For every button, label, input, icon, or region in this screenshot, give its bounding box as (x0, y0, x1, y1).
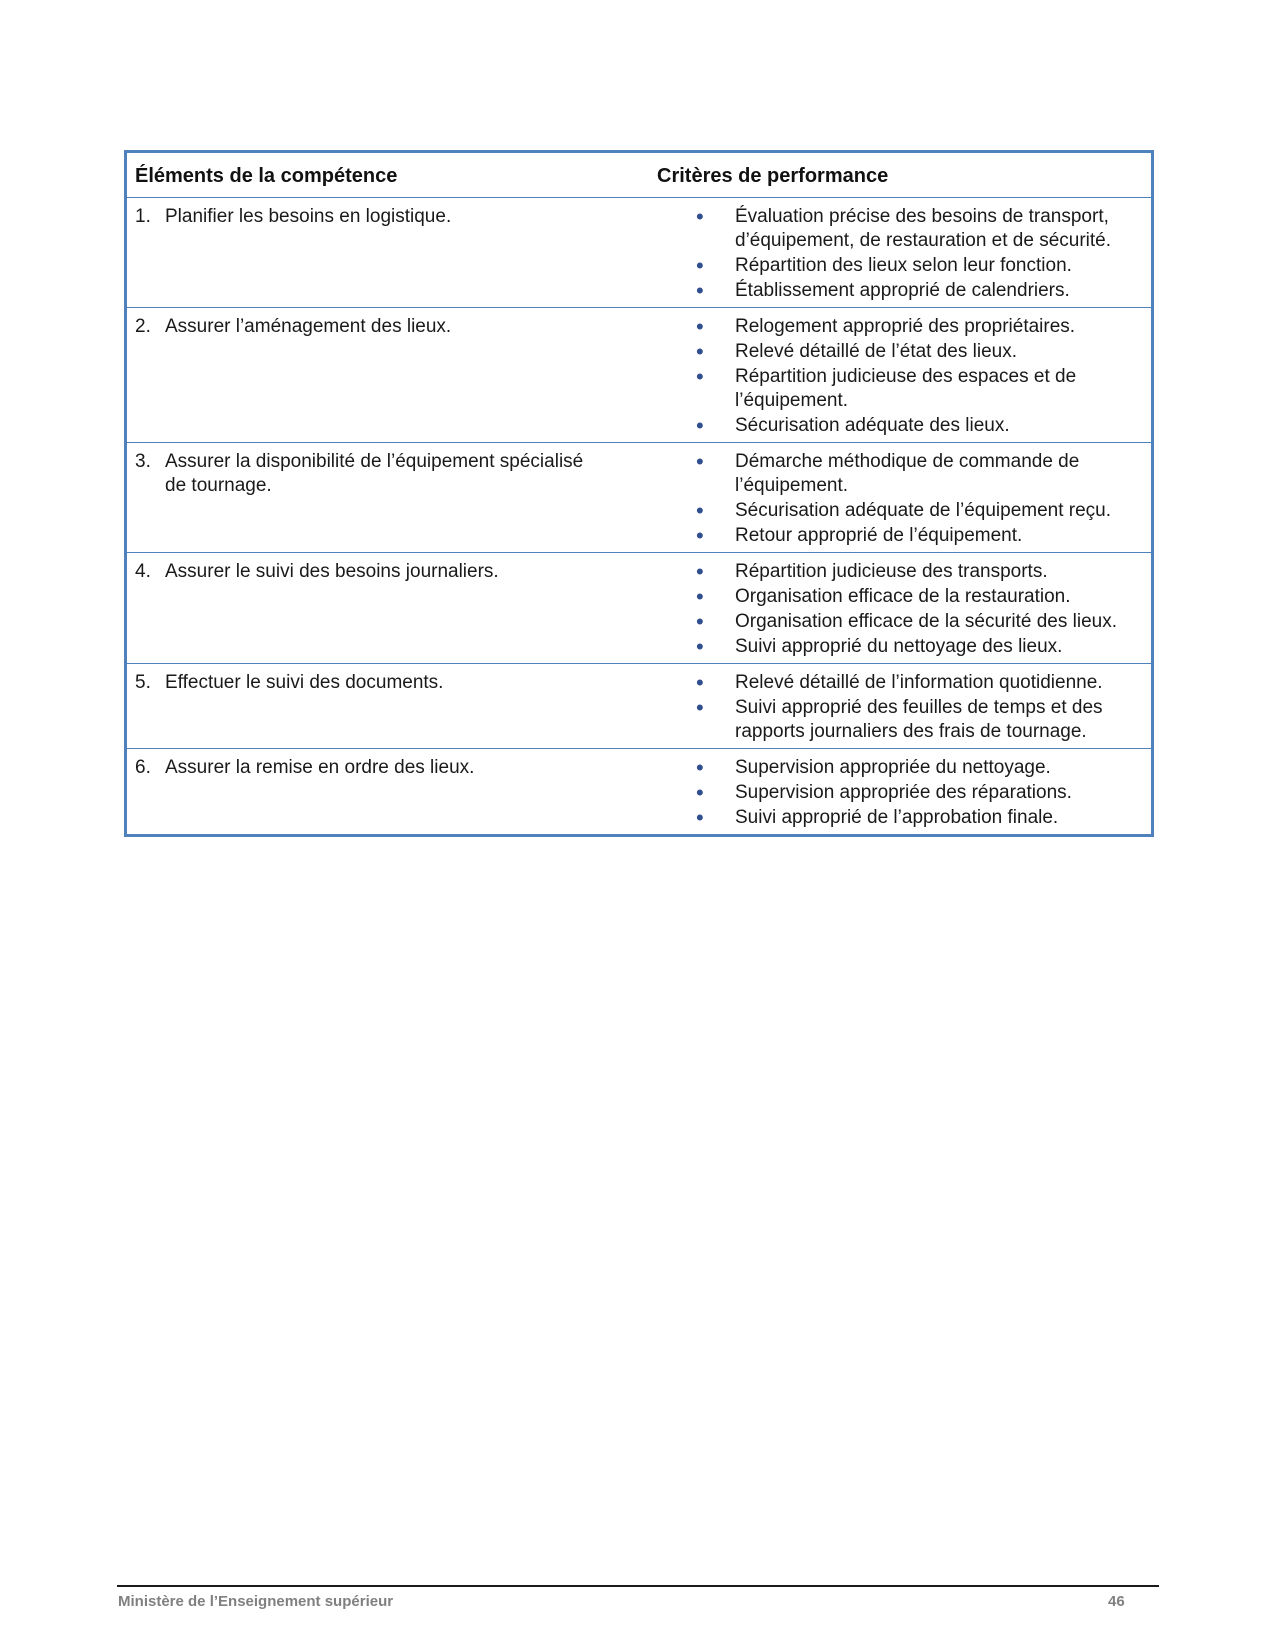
element-item (135, 756, 645, 780)
criteria-item (696, 315, 1143, 339)
criteria-item (696, 279, 1143, 303)
competence-table (124, 150, 1154, 837)
criteria-item (696, 635, 1143, 659)
criteria-text: Démarche méthodique de commande de l’équipement. (735, 451, 1080, 496)
header-elements: Éléments de la compétence (126, 152, 654, 198)
bullet-icon: • (696, 584, 704, 609)
bullet-icon: • (696, 339, 704, 364)
criteria-text: Relevé détaillé de l’information quotidienne. (735, 672, 1103, 693)
criteria-item (696, 414, 1143, 438)
element-text: Assurer la disponibilité de l’équipement spécialisé de tournage. (165, 451, 584, 496)
element-item (135, 560, 645, 584)
criteria-cell (653, 308, 1153, 443)
page-number: 46 (1108, 1593, 1125, 1610)
criteria-text: Suivi approprié de l’approbation finale. (735, 807, 1059, 828)
bullet-icon: • (696, 609, 704, 634)
element-text: Assurer la remise en ordre des lieux. (165, 757, 475, 778)
element-text: Assurer le suivi des besoins journaliers. (165, 561, 499, 582)
element-number: 5. (135, 672, 151, 693)
criteria-text: Supervision appropriée des réparations. (735, 782, 1072, 803)
table-row (126, 553, 1153, 664)
element-item (135, 315, 645, 339)
element-cell (126, 749, 654, 836)
table-row (126, 308, 1153, 443)
criteria-text: Sécurisation adéquate des lieux. (735, 415, 1010, 436)
element-number: 4. (135, 561, 151, 582)
element-item (135, 450, 645, 498)
criteria-text: Répartition judicieuse des espaces et de l’équipement. (735, 366, 1077, 411)
bullet-icon: • (696, 314, 704, 339)
criteria-list (661, 450, 1143, 548)
header-criteria: Critères de performance (653, 152, 1153, 198)
bullet-icon: • (696, 449, 704, 474)
criteria-text: Relevé détaillé de l’état des lieux. (735, 341, 1018, 362)
criteria-list (661, 756, 1143, 830)
criteria-item (696, 610, 1143, 634)
criteria-text: Relogement approprié des propriétaires. (735, 316, 1076, 337)
bullet-icon: • (696, 498, 704, 523)
element-cell (126, 443, 654, 553)
criteria-text: Établissement approprié de calendriers. (735, 280, 1070, 301)
criteria-item (696, 205, 1143, 253)
bullet-icon: • (696, 634, 704, 659)
criteria-cell (653, 553, 1153, 664)
bullet-icon: • (696, 523, 704, 548)
table-body (126, 198, 1153, 836)
criteria-text: Suivi approprié des feuilles de temps et des rapports journaliers des frais de tournage. (735, 697, 1103, 742)
criteria-cell (653, 198, 1153, 308)
element-number: 1. (135, 206, 151, 227)
bullet-icon: • (696, 695, 704, 720)
criteria-item (696, 254, 1143, 278)
bullet-icon: • (696, 755, 704, 780)
element-text: Effectuer le suivi des documents. (165, 672, 444, 693)
criteria-text: Suivi approprié du nettoyage des lieux. (735, 636, 1063, 657)
element-text: Assurer l’aménagement des lieux. (165, 316, 452, 337)
criteria-text: Retour approprié de l’équipement. (735, 525, 1023, 546)
element-cell (126, 553, 654, 664)
footer-divider (117, 1585, 1159, 1587)
criteria-cell (653, 443, 1153, 553)
table-row (126, 749, 1153, 836)
criteria-item (696, 499, 1143, 523)
bullet-icon: • (696, 805, 704, 830)
criteria-list (661, 205, 1143, 303)
table-row (126, 664, 1153, 749)
criteria-item (696, 450, 1143, 498)
element-item (135, 671, 645, 695)
footer-ministry: Ministère de l’Enseignement supérieur (118, 1593, 394, 1610)
bullet-icon: • (696, 253, 704, 278)
criteria-item (696, 696, 1143, 744)
bullet-icon: • (696, 559, 704, 584)
criteria-item (696, 585, 1143, 609)
bullet-icon: • (696, 780, 704, 805)
criteria-item (696, 806, 1143, 830)
element-cell (126, 664, 654, 749)
criteria-item (696, 365, 1143, 413)
criteria-item (696, 756, 1143, 780)
element-text: Planifier les besoins en logistique. (165, 206, 452, 227)
element-number: 6. (135, 757, 151, 778)
criteria-list (661, 315, 1143, 438)
bullet-icon: • (696, 364, 704, 389)
element-number: 3. (135, 451, 151, 472)
element-cell (126, 308, 654, 443)
criteria-list (661, 560, 1143, 659)
table-header-row (126, 152, 1153, 198)
criteria-item (696, 524, 1143, 548)
criteria-text: Répartition judicieuse des transports. (735, 561, 1048, 582)
bullet-icon: • (696, 413, 704, 438)
table-row (126, 198, 1153, 308)
criteria-item (696, 340, 1143, 364)
element-number: 2. (135, 316, 151, 337)
element-item (135, 205, 645, 229)
criteria-text: Supervision appropriée du nettoyage. (735, 757, 1051, 778)
criteria-item (696, 671, 1143, 695)
criteria-list (661, 671, 1143, 744)
criteria-text: Organisation efficace de la sécurité des lieux. (735, 611, 1117, 632)
criteria-cell (653, 664, 1153, 749)
bullet-icon: • (696, 670, 704, 695)
bullet-icon: • (696, 204, 704, 229)
bullet-icon: • (696, 278, 704, 303)
criteria-item (696, 781, 1143, 805)
criteria-text: Répartition des lieux selon leur fonction. (735, 255, 1072, 276)
criteria-text: Organisation efficace de la restauration. (735, 586, 1071, 607)
criteria-text: Évaluation précise des besoins de transport, d’équipement, de restauration et de sécurité. (735, 206, 1112, 251)
criteria-cell (653, 749, 1153, 836)
criteria-item (696, 560, 1143, 584)
criteria-text: Sécurisation adéquate de l’équipement reçu. (735, 500, 1112, 521)
table-row (126, 443, 1153, 553)
element-cell (126, 198, 654, 308)
